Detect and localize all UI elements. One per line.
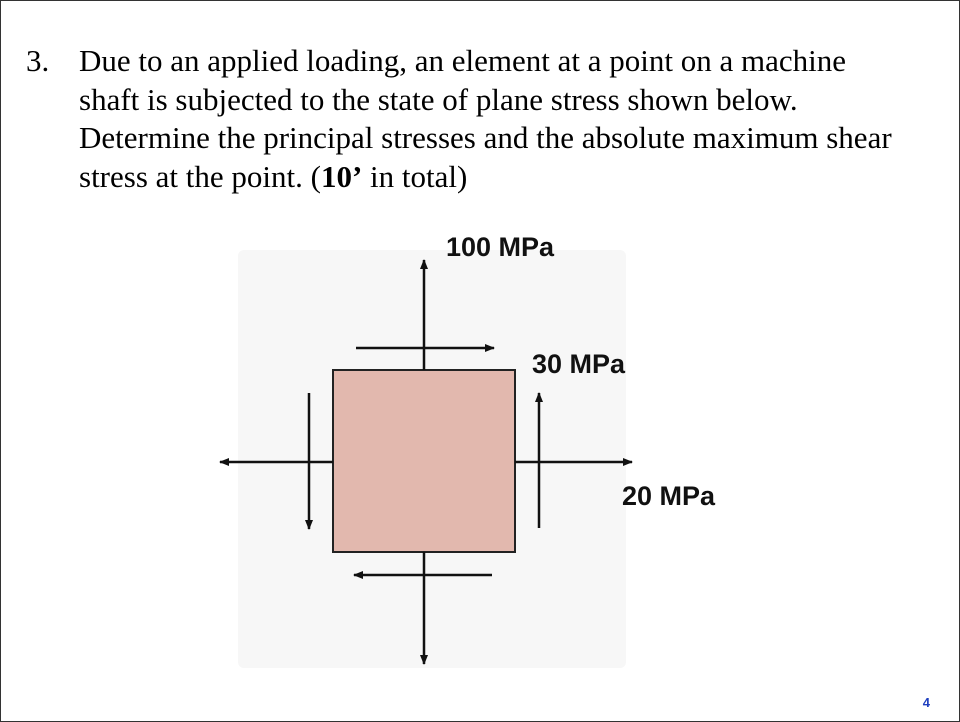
problem-line-4-suffix: in total) — [362, 158, 468, 194]
label-30-mpa: 30 MPa — [532, 349, 626, 379]
problem-number: 3. — [26, 43, 50, 78]
stress-element-square — [333, 370, 515, 552]
problem-line-4-prefix: stress at the point. ( — [79, 158, 321, 194]
label-100-mpa: 100 MPa — [446, 232, 555, 262]
problem-line-2: shaft is subjected to the state of plane stress shown below. — [79, 81, 798, 117]
problem-line-3: Determine the principal stresses and the absolute maximum shear — [79, 120, 892, 155]
problem-line-1: Due to an applied loading, an element at a point on a machine — [79, 43, 846, 78]
points-value: 10’ — [320, 158, 363, 194]
page-number: 4 — [922, 695, 930, 710]
label-20-mpa: 20 MPa — [622, 481, 716, 511]
